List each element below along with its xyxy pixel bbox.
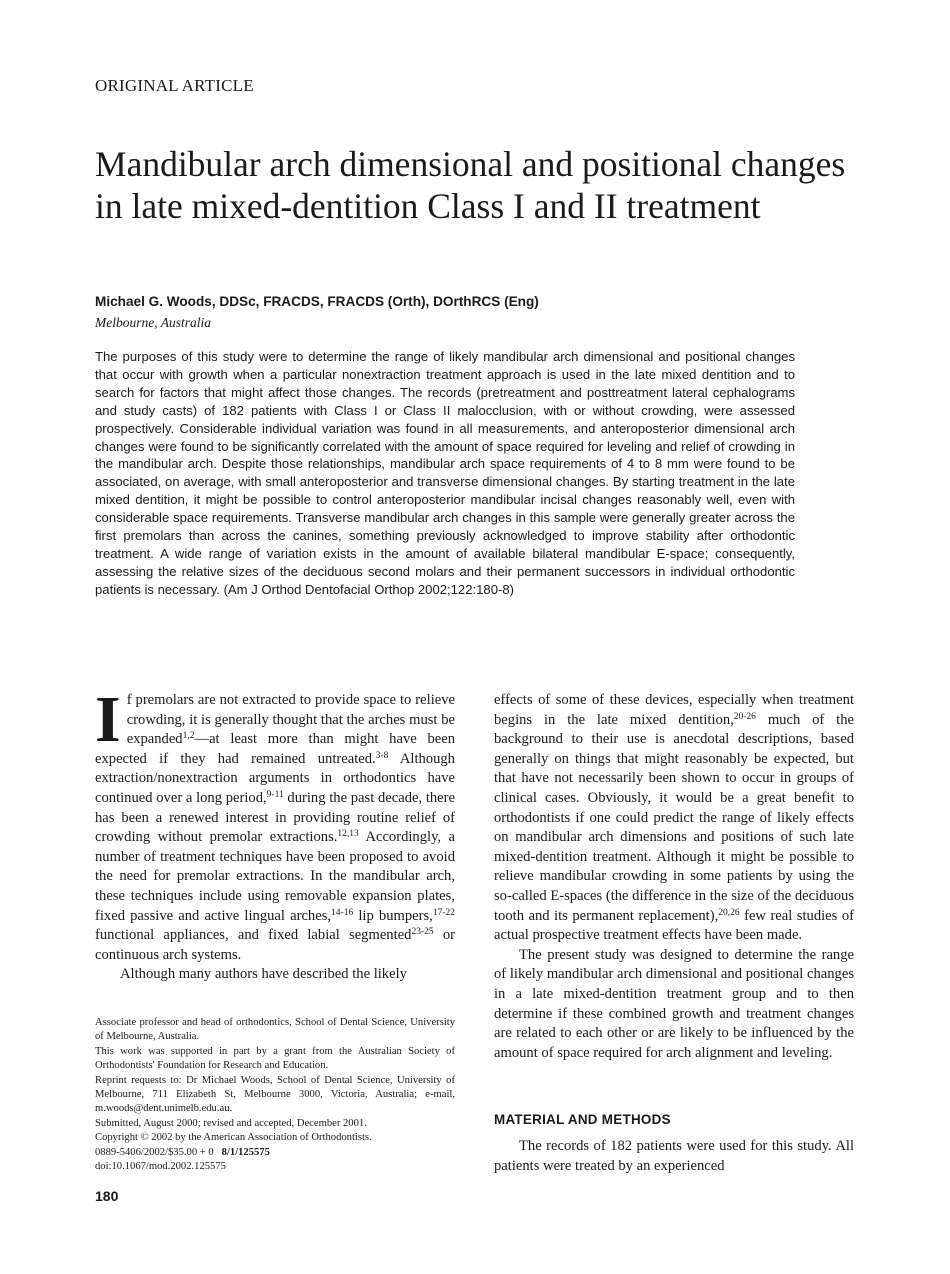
footnote-dates: Submitted, August 2000; revised and accepted, December 2001. — [95, 1117, 367, 1129]
page-number: 180 — [95, 1188, 119, 1204]
text-run: lip bumpers, — [353, 907, 433, 924]
footnote-support: This work was supported in part by a grant from the Australian Society of Orthodontists' Foundation for Research and Education. — [95, 1045, 455, 1072]
citation-superscript: 3-8 — [375, 750, 389, 761]
citation-superscript: 14-16 — [331, 907, 354, 918]
citation-superscript: 12,13 — [337, 829, 359, 840]
footnote-issn-line — [95, 1146, 455, 1160]
citation-superscript: 1,2 — [182, 731, 195, 742]
body-column-left — [95, 683, 455, 985]
footnote-doi: doi:10.1067/mod.2002.125575 — [95, 1161, 226, 1173]
text-run: during the past decade, there has been a renewed interest in providing routine relief of crowding without premolar extractions. — [95, 789, 455, 846]
footnote-affiliation: Associate professor and head of orthodontics, School of Dental Science, University of Melbourne, Australia. — [95, 1017, 455, 1043]
author-affiliation: Melbourne, Australia — [95, 315, 211, 330]
intro-paragraph-1 — [95, 683, 455, 965]
text-run: f premolars are not extracted to provide space to relieve crowding, it is generally thought that the arches must be expanded — [126, 692, 455, 748]
article-title: Mandibular arch dimensional and positional changes in late mixed-dentition Class I and II treatment — [95, 144, 846, 226]
intro-paragraph-1-text — [95, 683, 455, 963]
drop-cap: I — [95, 683, 121, 756]
text-run: much of the background to their use is anecdotal descriptions, based generally on things that might reasonably be expected, but that have not necessarily been shown to occur in groups of clinical cases. Obviously, it would be a great benefit to orthodontists if one could predict the range of likely effects on mandibular arch dimensions and positions of such late mixed-dentition treatment. Although it might be possible to relieve mandibular crowding in some patients by using the so-called E-spaces (the difference in the size of the deciduous tooth and its permanent replacement), — [494, 711, 854, 924]
footnotes — [95, 1016, 455, 1174]
text-run: effects of some of these devices, especially when treatment begins in the late mixed dentition, — [494, 692, 854, 728]
text-run: few real studies of actual prospective treatment effects have been made. — [494, 907, 854, 944]
citation-superscript: 9-11 — [266, 789, 284, 800]
footnote-reprint: Reprint requests to: Dr Michael Woods, School of Dental Science, University of Melbourne, 711 Elizabeth St, Melbourne 3000, Victoria, Australia; e-mail, m.woods@dent.unimelb.edu.au. — [95, 1074, 455, 1115]
body-column-right — [494, 691, 854, 1063]
text-run: or continuous arch systems. — [95, 927, 455, 963]
text-run: Accordingly, a number of treatment techniques have been proposed to avoid the need for premolar extractions. In the mandibular arch, these techniques include using removable expansion plates, fixed passive and active lingual arches, — [95, 829, 455, 924]
methods-paragraph-1: The records of 182 patients were used for this study. All patients were treated by an experienced — [494, 1138, 854, 1174]
intro-paragraph-2: Although many authors have described the likely — [120, 966, 407, 983]
text-run: Although extraction/nonextraction arguments in orthodontics have continued over a long period, — [95, 750, 455, 806]
citation-superscript: 20-26 — [733, 711, 756, 722]
methods-column — [494, 1137, 854, 1176]
footnote-code: 8/1/125575 — [221, 1146, 270, 1158]
methods-heading: MATERIAL AND METHODS — [494, 1112, 671, 1127]
author-line: Michael G. Woods, DDSc, FRACDS, FRACDS (Orth), DOrthRCS (Eng) — [95, 294, 539, 309]
text-run: functional appliances, and fixed labial segmented — [95, 927, 412, 944]
footnote-copyright: Copyright © 2002 by the American Association of Orthodontists. — [95, 1132, 372, 1144]
intro-paragraph-3 — [494, 691, 854, 946]
citation-superscript: 20,26 — [718, 907, 740, 918]
abstract: The purposes of this study were to determine the range of likely mandibular arch dimensional and positional changes that occur with growth when a particular nonextraction treatment approach is used in the late mixed dentition and to search for factors that might affect those changes. The records (pretreatment and posttreatment lateral cephalograms and study casts) of 182 patients with Class I or Class II malocclusion, with or without crowding, were assessed prospectively. Considerable individual variation was found in all measurements, and anteroposterior dimensional arch changes were found to be significantly correlated with the amount of space required for leveling and relief of crowding in the mandibular arch. Despite those relationships, mandibular arch space requirements of 4 to 8 mm were found to be associated, on average, with small anteroposterior and transverse dimensional changes. By starting treatment in the late mixed dentition, it might be possible to control anteroposterior mandibular incisal changes reasonably well, even with considerable space requirements. Transverse mandibular arch changes in this sample were generally greater across the first premolars than across the canines, something previously acknowledged to improve stability after orthodontic treatment. A wide range of variation exists in the amount of available bilateral mandibular E-space; consequently, assessing the relative sizes of the deciduous second molars and their permanent successors in individual orthodontic patients is necessary. (Am J Orthod Dentofacial Orthop 2002;122:180-8) — [95, 349, 795, 597]
footnote-issn: 0889-5406/2002/$35.00 + 0 — [95, 1146, 214, 1158]
citation-superscript: 23-25 — [411, 927, 434, 938]
section-label: ORIGINAL ARTICLE — [95, 76, 254, 95]
intro-paragraph-4: The present study was designed to determine the range of likely mandibular arch dimensional and positional changes in a late mixed-dentition treatment group and to then determine if these combined growth and treatment changes are related to each other or are likely to be influenced by the amount of space required for arch alignment and leveling. — [494, 946, 854, 1061]
citation-superscript: 17-22 — [432, 907, 455, 918]
text-run: —at least more than might have been expected if they had remained untreated. — [95, 731, 455, 767]
